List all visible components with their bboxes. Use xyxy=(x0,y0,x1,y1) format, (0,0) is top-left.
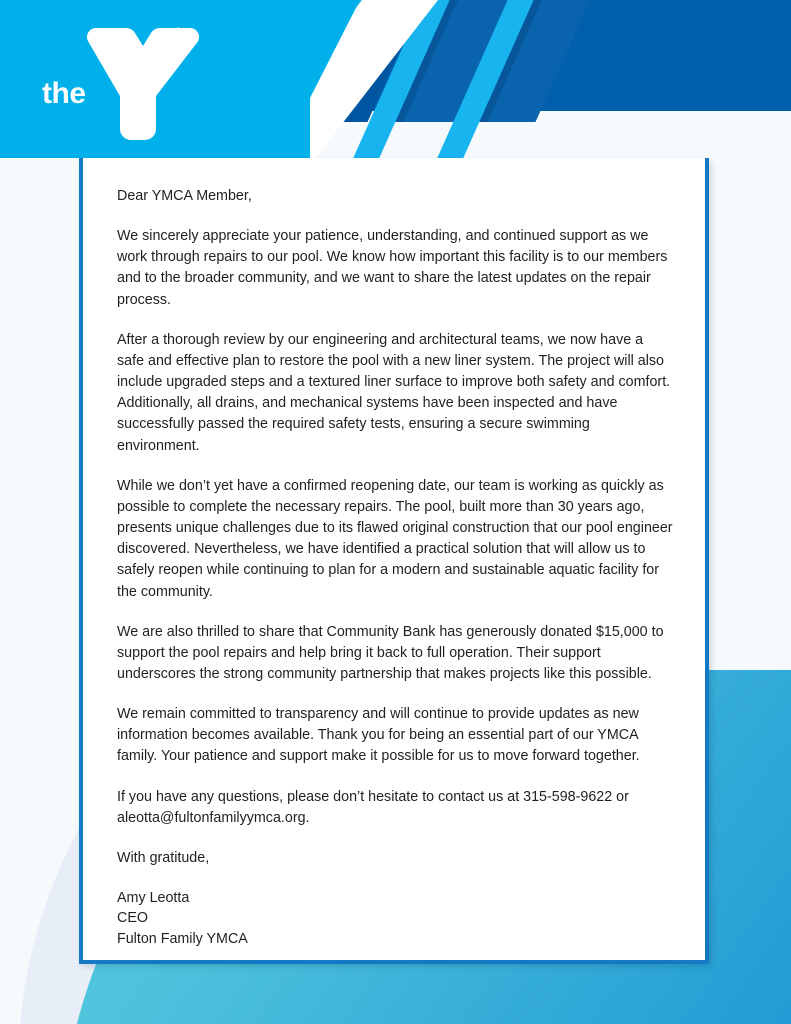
ymca-y-icon xyxy=(78,22,208,144)
chevron-notch xyxy=(282,57,308,62)
salutation: Dear YMCA Member, xyxy=(117,188,252,204)
paragraph-2: After a thorough review by our engineering and architectural teams, we now have a safe and effective plan to restore the pool with a new liner system. The project will also include upgraded steps and a textured liner surface to improve both safety and comfort. Additionally, all drains, and mechanical systems have been inspected and have successfully passed the required safety tests, ensuring a secure swimming environment. xyxy=(117,331,671,454)
paragraph-3: While we don’t yet have a confirmed reopening date, our team is working as quickly as possible to complete the necessary repairs. The pool, built more than 30 years ago, presents unique challenges due to its flawed original construction that our pool engineer discovered. Nevertheless, we have identified a practical solution that will allow us to safely reopen while continuing to plan for a modern and sustainable aquatic facility for the community. xyxy=(117,477,673,600)
paragraph-1: We sincerely appreciate your patience, understanding, and continued support as we work through repairs to our pool. We know how important this facility is to our members and to the broader community, and we want to share the latest updates on the repair process. xyxy=(117,228,668,308)
logo-ymca-text: YMCA xyxy=(120,62,149,104)
signature-block xyxy=(117,888,673,949)
signer-affiliation: Fulton Family YMCA xyxy=(117,930,248,947)
header-banner xyxy=(0,0,791,160)
logo-the-text: the xyxy=(42,77,86,110)
closing: With gratitude, xyxy=(117,849,210,866)
paragraph-contact: If you have any questions, please don’t hesitate to contact us at 315-598-9622 or aleotta@fultonfamilyymca.org. xyxy=(117,788,629,826)
ymca-logo xyxy=(38,22,208,147)
background-right-tint xyxy=(708,110,791,670)
signer-name: Amy Leotta xyxy=(117,890,190,907)
letter-card xyxy=(79,158,709,964)
paragraph-4: We are also thrilled to share that Community Bank has generously donated $15,000 to support the pool repairs and help bring it back to full operation. Their support underscores the strong community partnership that makes projects like this possible. xyxy=(117,623,664,682)
paragraph-5: We remain committed to transparency and will continue to provide updates as new information becomes available. Thank you for being an essential part of our YMCA family. Your patience and support make it possible for us to move forward together. xyxy=(117,706,640,765)
registered-trademark-icon: ® xyxy=(175,26,182,36)
signer-title: CEO xyxy=(117,910,148,927)
letter-body xyxy=(83,158,705,949)
